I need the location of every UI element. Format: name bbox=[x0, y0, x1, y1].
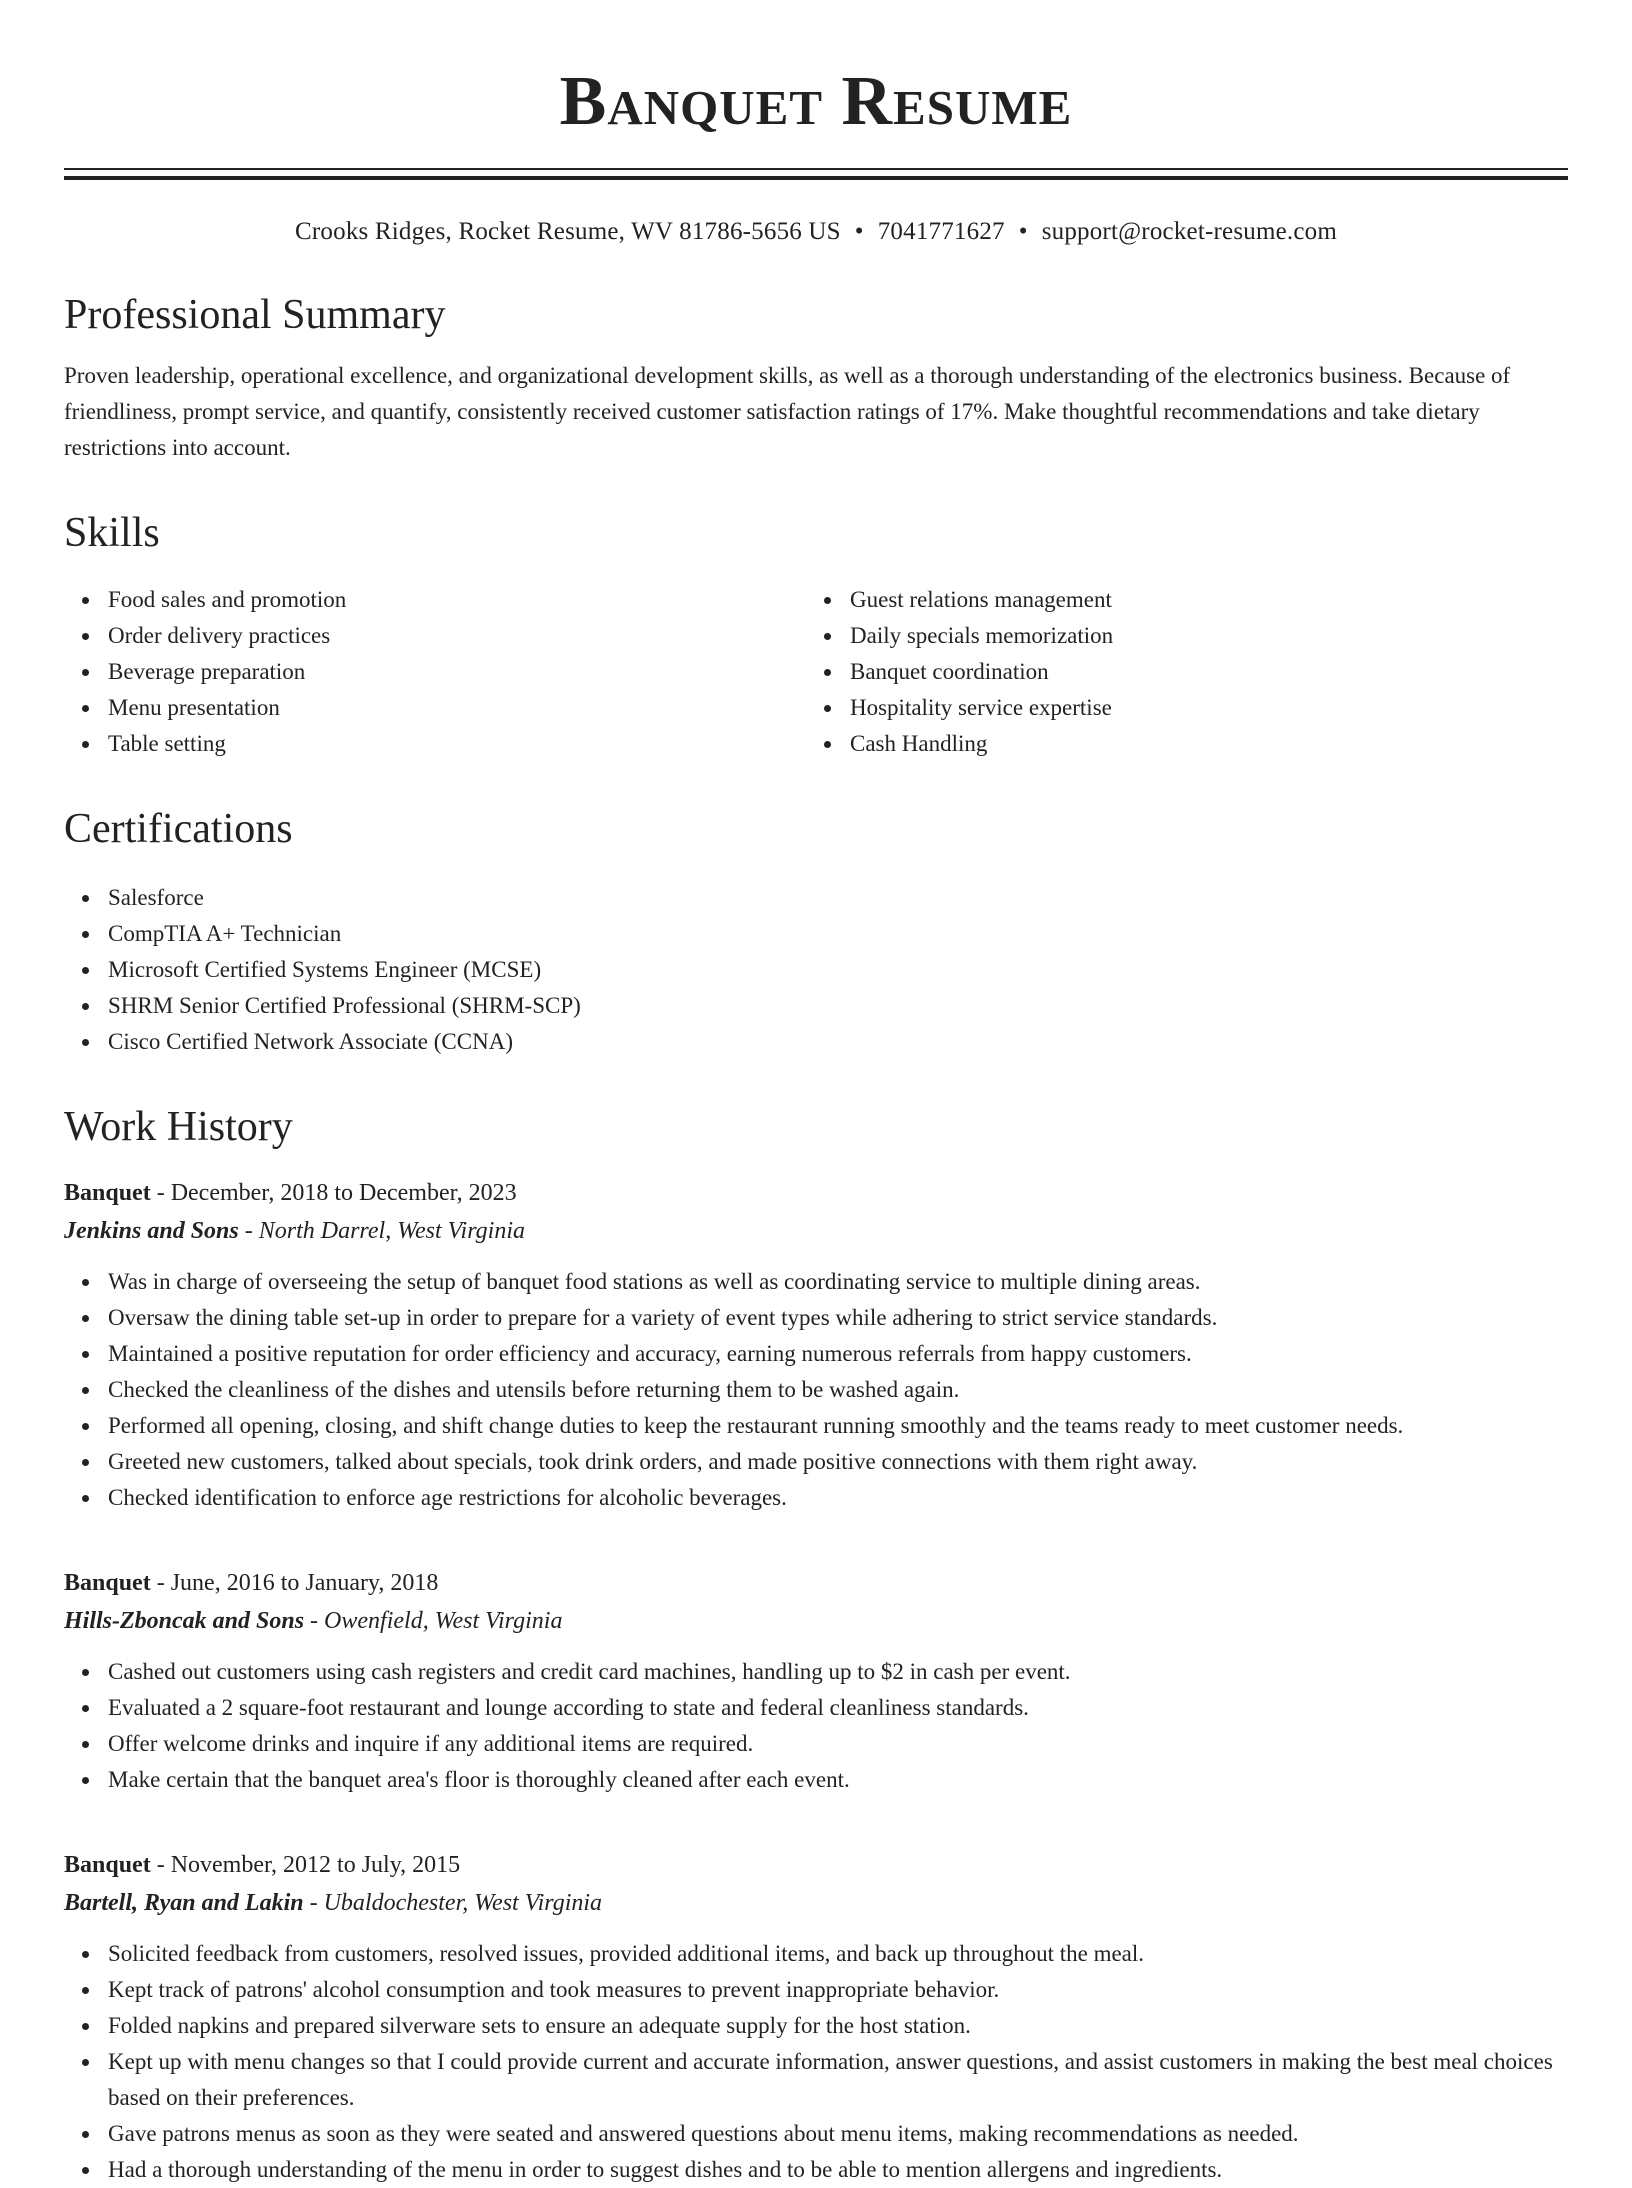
contact-separator: • bbox=[1018, 218, 1028, 245]
job-duty-item: Checked identification to enforce age restrictions for alcoholic beverages. bbox=[64, 1480, 1568, 1516]
certifications-heading: Certifications bbox=[64, 806, 293, 852]
contact-address: Crooks Ridges, Rocket Resume, WV 81786-5656 US bbox=[295, 218, 841, 245]
certifications-list bbox=[64, 880, 1568, 1060]
job-employer-line bbox=[64, 1884, 1568, 1922]
job-duty-item: Had a thorough understanding of the menu in order to suggest dishes and to be able to mention allergens and ingredients. bbox=[64, 2152, 1568, 2188]
job-duty-item: Performed all opening, closing, and shift change duties to keep the restaurant running smoothly and the teams ready to meet customer needs. bbox=[64, 1408, 1568, 1444]
skills-grid bbox=[64, 582, 1568, 762]
certifications-section bbox=[64, 804, 1568, 1060]
summary-text: Proven leadership, operational excellence, and organizational development skills, as well as a thorough understanding of the electronics business. Because of friendliness, prompt service, and quantify, consistently received customer satisfaction ratings of 17%. Make thoughtful recommendations and take dietary restrictions into account. bbox=[64, 363, 1511, 460]
job-duty-item: Was in charge of overseeing the setup of banquet food stations as well as coordinating service to multiple dining areas. bbox=[64, 1264, 1568, 1300]
job-dates: - November, 2012 to July, 2015 bbox=[150, 1852, 461, 1878]
job-duty-item: Oversaw the dining table set-up in order to prepare for a variety of event types while adhering to strict service standards. bbox=[64, 1300, 1568, 1336]
skill-item: Banquet coordination bbox=[806, 654, 1566, 690]
job-title-line bbox=[64, 1564, 1568, 1602]
job-entry bbox=[64, 1564, 1568, 1798]
job-duties-list bbox=[64, 1654, 1568, 1798]
job-duty-item: Evaluated a 2 square-foot restaurant and lounge according to state and federal cleanliness standards. bbox=[64, 1690, 1568, 1726]
summary-heading: Professional Summary bbox=[64, 292, 446, 338]
job-employer: Bartell, Ryan and Lakin bbox=[64, 1890, 304, 1916]
job-duty-item: Greeted new customers, talked about specials, took drink orders, and made positive connections with them right away. bbox=[64, 1444, 1568, 1480]
certification-item: SHRM Senior Certified Professional (SHRM-SCP) bbox=[64, 988, 1568, 1024]
contact-phone: 7041771627 bbox=[877, 218, 1005, 245]
job-duties-list bbox=[64, 1936, 1568, 2188]
job-duty-item: Gave patrons menus as soon as they were seated and answered questions about menu items, making recommendations as needed. bbox=[64, 2116, 1568, 2152]
job-duty-item: Offer welcome drinks and inquire if any additional items are required. bbox=[64, 1726, 1568, 1762]
job-duty-item: Kept track of patrons' alcohol consumption and took measures to prevent inappropriate behavior. bbox=[64, 1972, 1568, 2008]
job-duties-list bbox=[64, 1264, 1568, 1516]
job-title: Banquet bbox=[64, 1570, 151, 1596]
skill-item: Hospitality service expertise bbox=[806, 690, 1566, 726]
job-duty-item: Solicited feedback from customers, resolved issues, provided additional items, and back up throughout the meal. bbox=[64, 1936, 1568, 1972]
job-duty-item: Maintained a positive reputation for order efficiency and accuracy, earning numerous referrals from happy customers. bbox=[64, 1336, 1568, 1372]
skill-item: Cash Handling bbox=[806, 726, 1566, 762]
job-location: - Ubaldochester, West Virginia bbox=[303, 1890, 603, 1916]
job-location: - North Darrel, West Virginia bbox=[238, 1218, 525, 1244]
job-title: Banquet bbox=[64, 1852, 151, 1878]
job-location: - Owenfield, West Virginia bbox=[304, 1608, 563, 1634]
job-dates: - June, 2016 to January, 2018 bbox=[150, 1570, 439, 1596]
work-history-section bbox=[64, 1102, 1568, 2188]
job-title-line bbox=[64, 1846, 1568, 1884]
job-employer-line bbox=[64, 1602, 1568, 1640]
contact-email: support@rocket-resume.com bbox=[1041, 218, 1337, 245]
certification-item: Microsoft Certified Systems Engineer (MCSE) bbox=[64, 952, 1568, 988]
job-employer: Jenkins and Sons bbox=[64, 1218, 239, 1244]
job-duty-item: Kept up with menu changes so that I could provide current and accurate information, answer questions, and assist customers in making the best meal choices based on their preferences. bbox=[64, 2044, 1568, 2116]
skills-heading: Skills bbox=[64, 510, 160, 556]
resume-title: Banquet Resume bbox=[559, 63, 1073, 140]
certification-item: Salesforce bbox=[64, 880, 1568, 916]
skill-item: Food sales and promotion bbox=[64, 582, 806, 618]
job-entry bbox=[64, 1846, 1568, 2188]
skill-item: Order delivery practices bbox=[64, 618, 806, 654]
job-title-line bbox=[64, 1174, 1568, 1212]
job-title: Banquet bbox=[64, 1180, 151, 1206]
contact-line bbox=[64, 216, 1568, 248]
work-history-heading: Work History bbox=[64, 1104, 293, 1150]
skills-section bbox=[64, 508, 1568, 762]
title-divider-thin bbox=[64, 168, 1568, 170]
job-duty-item: Checked the cleanliness of the dishes and utensils before returning them to be washed again. bbox=[64, 1372, 1568, 1408]
contact-separator: • bbox=[854, 218, 864, 245]
job-employer-line bbox=[64, 1212, 1568, 1250]
skill-item: Guest relations management bbox=[806, 582, 1566, 618]
title-divider-thick bbox=[64, 176, 1568, 180]
certification-item: CompTIA A+ Technician bbox=[64, 916, 1568, 952]
certification-item: Cisco Certified Network Associate (CCNA) bbox=[64, 1024, 1568, 1060]
job-dates: - December, 2018 to December, 2023 bbox=[150, 1180, 517, 1206]
job-duty-item: Cashed out customers using cash registers and credit card machines, handling up to $2 in cash per event. bbox=[64, 1654, 1568, 1690]
skill-item: Beverage preparation bbox=[64, 654, 806, 690]
skill-item: Daily specials memorization bbox=[806, 618, 1566, 654]
summary-section bbox=[64, 290, 1568, 466]
job-duty-item: Folded napkins and prepared silverware sets to ensure an adequate supply for the host station. bbox=[64, 2008, 1568, 2044]
job-entry bbox=[64, 1174, 1568, 1516]
skill-item: Table setting bbox=[64, 726, 806, 762]
job-duty-item: Make certain that the banquet area's floor is thoroughly cleaned after each event. bbox=[64, 1762, 1568, 1798]
skill-item: Menu presentation bbox=[64, 690, 806, 726]
skills-list-right bbox=[806, 582, 1566, 762]
job-employer: Hills-Zboncak and Sons bbox=[64, 1608, 305, 1634]
skills-list-left bbox=[64, 582, 806, 762]
